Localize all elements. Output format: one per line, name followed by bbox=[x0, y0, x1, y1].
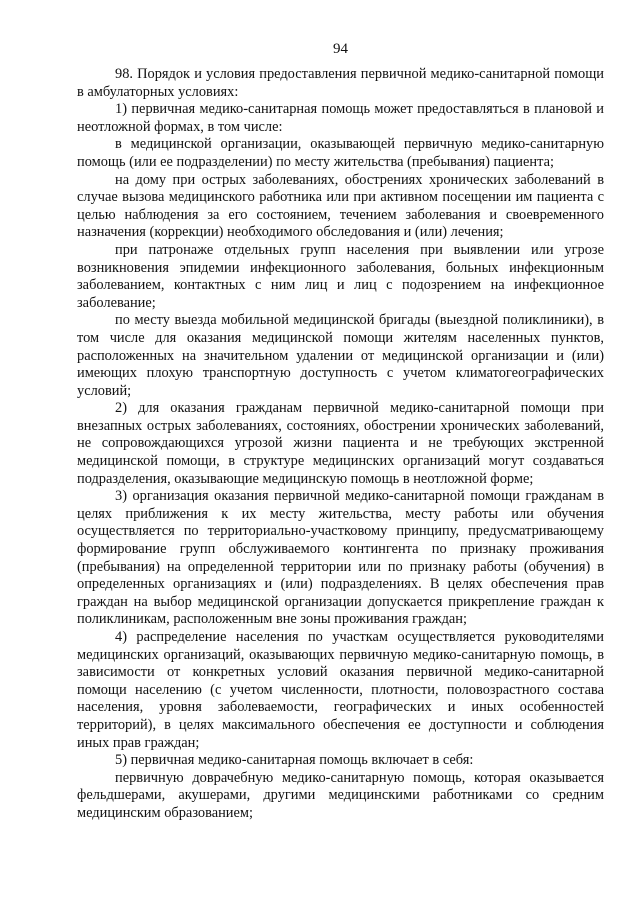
paragraph-at-home: на дому при острых заболеваниях, обострениях хронических заболеваний в случае вызова медицинского работника или при активном посещении им пациента с целью наблюдения за его состоянием, течением заболевания и своевременного назначения (коррекции) необходимого обследования и (или) лечения; bbox=[77, 171, 604, 241]
paragraph-medical-organization: в медицинской организации, оказывающей первичную медико-санитарную помощь (или ее подразделении) по месту жительства (пребывания) пациента; bbox=[77, 136, 604, 170]
paragraph-98-heading: 98. Порядок и условия предоставления первичной медико-санитарной помощи в амбулаторных условиях: bbox=[77, 66, 604, 100]
paragraph-patronage: при патронаже отдельных групп населения при выявлении или угрозе возникновения эпидемии инфекционного заболевания, больных инфекционным заболеванием, контактных с ним лиц и лиц с подозрением на инфекционное заболевание; bbox=[77, 241, 604, 311]
paragraph-item-1: 1) первичная медико-санитарная помощь может предоставляться в плановой и неотложной формах, в том числе: bbox=[77, 101, 604, 135]
paragraph-item-2: 2) для оказания гражданам первичной медико-санитарной помощи при внезапных острых заболеваниях, состояниях, обострении хронических заболеваний, не сопровождающихся угрозой жизни пациента и не требующих экстренной медицинской помощи, в структуре медицинских организаций могут создаваться подразделения, оказывающие медицинскую помощь в неотложной форме; bbox=[77, 400, 604, 487]
paragraph-item-5: 5) первичная медико-санитарная помощь включает в себя: bbox=[115, 752, 474, 769]
page-number: 94 bbox=[333, 41, 348, 57]
document-body bbox=[77, 66, 604, 823]
paragraph-mobile-brigade: по месту выезда мобильной медицинской бригады (выездной поликлиники), в том числе для оказания медицинской помощи жителям населенных пунктов, расположенных на значительном удалении от медицинской организации и (или) имеющих плохую транспортную доступность с учетом климатогеографических условий; bbox=[77, 312, 604, 399]
paragraph-item-3: 3) организация оказания первичной медико-санитарной помощи гражданам в целях приближения к их месту жительства, месту работы или обучения осуществляется по территориально-участковому принципу, предусматривающему формирование групп обслуживаемого контингента по признаку проживания (пребывания) на определенной территории или по признаку работы (обучения) в определенных организациях и (или) подразделениях. В целях обеспечения прав граждан на выбор медицинской организации допускается прикрепление граждан к поликлиникам, расположенным вне зоны проживания граждан; bbox=[77, 488, 604, 628]
paragraph-item-4: 4) распределение населения по участкам осуществляется руководителями медицинских организаций, оказывающих первичную медико-санитарную помощь, в зависимости от конкретных условий оказания первичной медико-санитарной помощи населению (с учетом численности, плотности, половозрастного состава населения, уровня заболеваемости, географических и иных особенностей территорий), в целях максимального обеспечения ее доступности и соблюдения иных прав граждан; bbox=[77, 629, 604, 751]
paragraph-pre-medical-care: первичную доврачебную медико-санитарную помощь, которая оказывается фельдшерами, акушерами, другими медицинскими работниками со средним медицинским образованием; bbox=[77, 769, 604, 821]
